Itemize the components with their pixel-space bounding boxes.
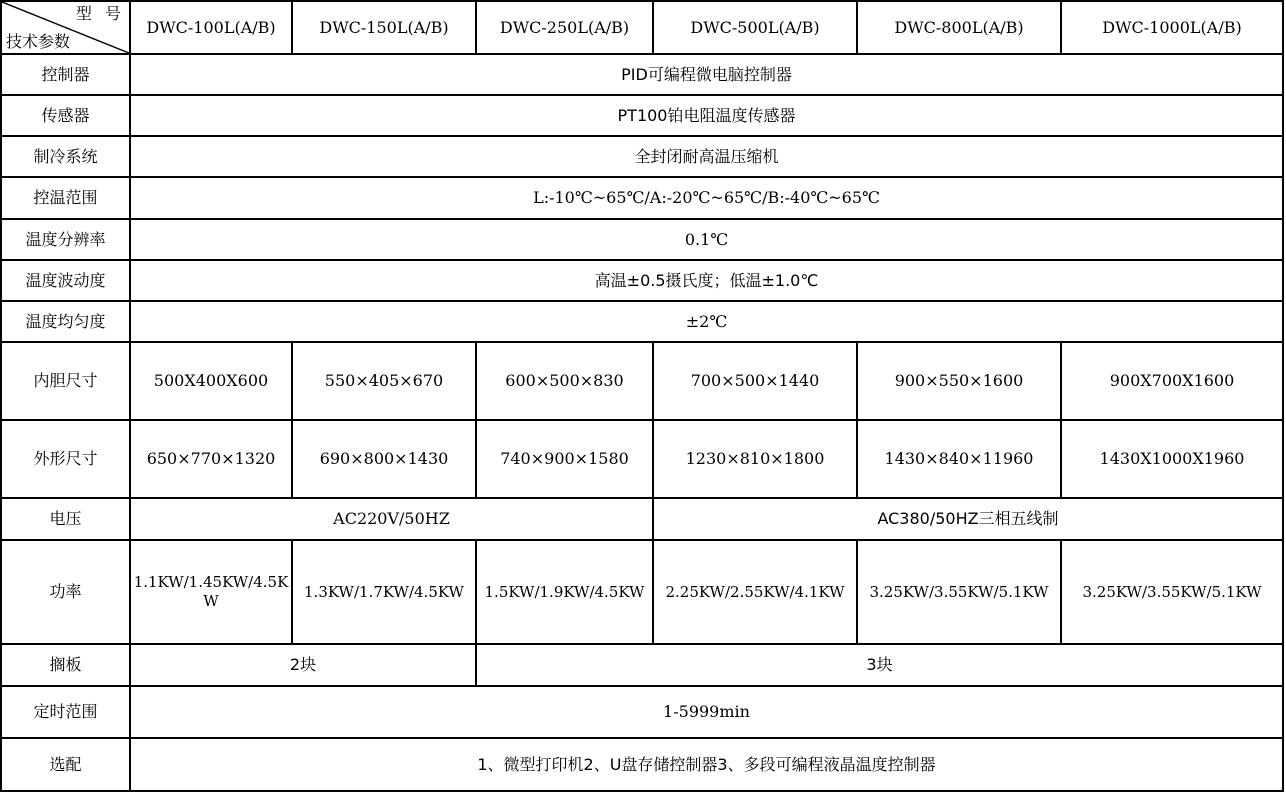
- row-cooling: [1, 136, 1283, 177]
- row-voltage: [1, 498, 1283, 540]
- row-label: 功率: [1, 540, 130, 644]
- model-header: DWC-100L(A/B): [130, 1, 292, 54]
- row-value: L:-10℃~65℃/A:-20℃~65℃/B:-40℃~65℃: [130, 177, 1283, 219]
- row-value: 1-5999min: [130, 686, 1283, 738]
- row-label: 温度波动度: [1, 260, 130, 301]
- row-power: [1, 540, 1283, 644]
- row-label: 控温范围: [1, 177, 130, 219]
- row-controller: [1, 54, 1283, 95]
- row-value: 690×800×1430: [292, 420, 476, 498]
- row-value: 1.5KW/1.9KW/4.5KW: [476, 540, 653, 644]
- row-label: 传感器: [1, 95, 130, 136]
- row-value: 2块: [130, 644, 476, 686]
- model-header: DWC-150L(A/B): [292, 1, 476, 54]
- row-value: 2.25KW/2.55KW/4.1KW: [653, 540, 857, 644]
- row-fluctuation: [1, 260, 1283, 301]
- row-value: 1430X1000X1960: [1061, 420, 1283, 498]
- row-value: 900×550×1600: [857, 342, 1061, 420]
- model-header: DWC-1000L(A/B): [1061, 1, 1283, 54]
- row-label: 温度分辨率: [1, 219, 130, 260]
- row-value: 550×405×670: [292, 342, 476, 420]
- corner-top-label: 型 号: [75, 4, 125, 23]
- row-sensor: [1, 95, 1283, 136]
- row-value: AC220V/50HZ: [130, 498, 653, 540]
- row-value: 3块: [476, 644, 1283, 686]
- row-temp-range: [1, 177, 1283, 219]
- corner-cell: [1, 1, 130, 54]
- row-value: 1430×840×11960: [857, 420, 1061, 498]
- row-value: 740×900×1580: [476, 420, 653, 498]
- row-value: PT100铂电阻温度传感器: [130, 95, 1283, 136]
- row-value: 1.3KW/1.7KW/4.5KW: [292, 540, 476, 644]
- row-value: 900X700X1600: [1061, 342, 1283, 420]
- row-value: 0.1℃: [130, 219, 1283, 260]
- model-header: DWC-250L(A/B): [476, 1, 653, 54]
- corner-bottom-label: 技术参数: [6, 32, 71, 51]
- row-label: 搁板: [1, 644, 130, 686]
- row-value: 3.25KW/3.55KW/5.1KW: [857, 540, 1061, 644]
- row-label: 定时范围: [1, 686, 130, 738]
- row-uniformity: [1, 301, 1283, 342]
- row-resolution: [1, 219, 1283, 260]
- row-label: 内胆尺寸: [1, 342, 130, 420]
- row-label: 外形尺寸: [1, 420, 130, 498]
- row-label: 制冷系统: [1, 136, 130, 177]
- row-value: 700×500×1440: [653, 342, 857, 420]
- row-label: 选配: [1, 738, 130, 791]
- row-inner-size: [1, 342, 1283, 420]
- row-value: 3.25KW/3.55KW/5.1KW: [1061, 540, 1283, 644]
- row-value: ±2℃: [130, 301, 1283, 342]
- row-label: 温度均匀度: [1, 301, 130, 342]
- row-value: 全封闭耐高温压缩机: [130, 136, 1283, 177]
- model-header: DWC-800L(A/B): [857, 1, 1061, 54]
- row-value: 高温±0.5摄氏度；低温±1.0℃: [130, 260, 1283, 301]
- row-value: 650×770×1320: [130, 420, 292, 498]
- row-timer: [1, 686, 1283, 738]
- row-label: 控制器: [1, 54, 130, 95]
- row-options: [1, 738, 1283, 791]
- row-shelves: [1, 644, 1283, 686]
- row-outer-size: [1, 420, 1283, 498]
- row-label: 电压: [1, 498, 130, 540]
- row-value: 1.1KW/1.45KW/4.5KW: [130, 540, 292, 644]
- row-value: 500X400X600: [130, 342, 292, 420]
- row-value: AC380/50HZ三相五线制: [653, 498, 1283, 540]
- header-row: [1, 1, 1283, 54]
- model-header: DWC-500L(A/B): [653, 1, 857, 54]
- row-value: 600×500×830: [476, 342, 653, 420]
- row-value: PID可编程微电脑控制器: [130, 54, 1283, 95]
- row-value: 1、微型打印机2、U盘存储控制器3、多段可编程液晶温度控制器: [130, 738, 1283, 791]
- row-value: 1230×810×1800: [653, 420, 857, 498]
